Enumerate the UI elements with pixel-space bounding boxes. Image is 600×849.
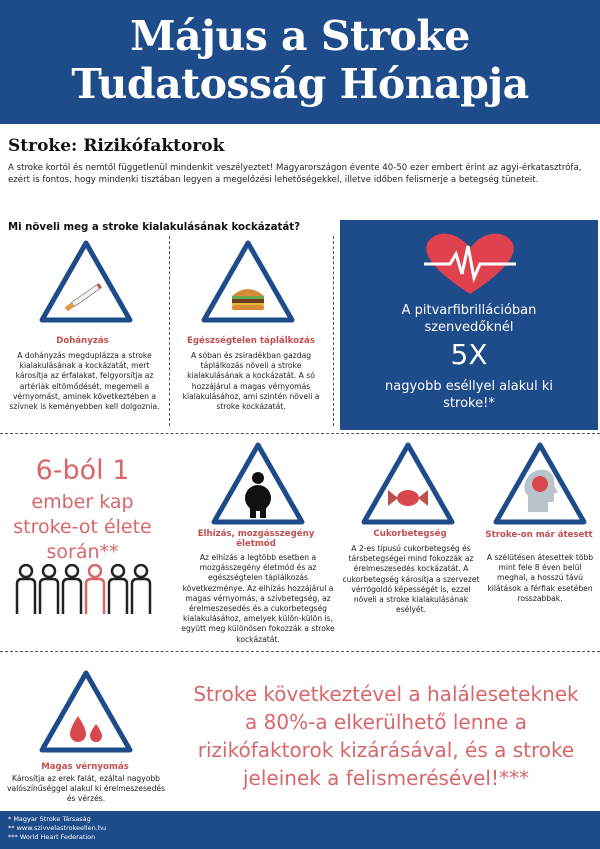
quote-line1: Stroke következtével a haláleseteknek: [193, 682, 579, 706]
afib-text-bottom: [340, 378, 598, 412]
divider: [333, 236, 334, 426]
stat-line1: ember kap: [31, 491, 134, 513]
afib-line1: A pitvarfibrillációban: [401, 303, 537, 318]
risk-text-diet: A sóban és zsiradékban gazdag táplálkozás növeli a stroke kialakulásának a kockázatát. A só hozzájárul a magas vérnyomás kialakulásához, ami szintén növeli a stroke kockázatát.: [182, 351, 320, 412]
heartbeat-icon: [420, 228, 520, 298]
stat-text: [0, 490, 165, 565]
prevention-quote: [178, 680, 594, 792]
risk-title-obesity-line2: életmód: [236, 539, 276, 549]
candy-icon: [360, 440, 456, 526]
divider: [0, 433, 600, 434]
risk-text-previous: A szélütésen átesettek több mint fele 8 éven belül meghal, a hosszú távú kilátások a férfiak esetében rosszabbak.: [486, 553, 594, 603]
risk-text-diabetes: A 2-es típusú cukorbetegség és társbetegségei mind fokozzák az érelmeszesedés kockázatát. A cukorbetegség károsítja a szervezet vérrögoldó képességét is, ezzel növeli a stroke kialakulásának esélyét.: [342, 544, 480, 615]
quote-line3: rizikófaktorok kizárásával, és a stroke: [197, 738, 575, 762]
risk-text-obesity: Az elhízás a legtöbb esetben a mozgásszegény életmód és az egészségtelen táplálkozás következménye. Az elhízás hozzájárul a magas vérnyomás, a szívbetegség, az érelmeszesedés és a cukorbetegség kialakulásához, amelyek külön-külön is, együtt meg különösen fokozzák a stroke kockázatát.: [181, 553, 335, 644]
divider: [169, 236, 170, 426]
obesity-icon: [210, 440, 306, 526]
risk-title-smoking: Dohányzás: [56, 336, 109, 346]
brain-head-icon: [492, 440, 588, 526]
header-banner: [0, 0, 600, 124]
divider: [0, 651, 600, 652]
quote-line4: jeleinek a felismerésével!***: [242, 766, 529, 790]
footer-ref-1: * Magyar Stroke Társaság: [8, 815, 91, 823]
page-title-line1: Május a Stroke: [130, 12, 470, 60]
footer-ref-3: *** World Heart Federation: [8, 833, 96, 841]
smoking-icon: [38, 238, 134, 324]
risk-text-hypertension: Károsítja az erek falát, ezáltal nagyobb valószínűséggel alakul ki érelmeszesedés és vérzés.: [6, 774, 166, 804]
afib-line3: nagyobb eséllyel alakul ki: [385, 379, 553, 394]
section-subtitle: Stroke: Rizikófaktorok: [8, 136, 225, 156]
stat-line2: stroke-ot élete: [13, 516, 152, 538]
risk-title-diet: Egészségtelen táplálkozás: [187, 336, 315, 346]
footer-ref-2: ** www.szivvelastrokeellen.hu: [8, 824, 107, 832]
people-icon: [14, 564, 156, 616]
afib-panel: [340, 220, 598, 430]
blood-drops-icon: [38, 668, 134, 754]
stat-line3: során**: [46, 541, 119, 563]
page-title-line2: Tudatosság Hónapja: [71, 60, 529, 108]
afib-line2: szenvedőknél: [424, 320, 514, 335]
risk-title-hypertension: Magas vérnyomás: [41, 762, 129, 772]
intro-paragraph: A stroke kortól és nemtől függetlenül mindenkit veszélyeztet! Magyarországon évente 40-50 ezer embert érint az agyi-érkatasztrófa, ezért is fontos, hogy mindenki tisztában legyen a megelőzési lehetőségekkel, illetve időben felismerje a betegség tüneteit.: [8, 163, 582, 185]
stat-big: 6-ból 1: [35, 455, 130, 486]
afib-line4: stroke!*: [443, 396, 495, 411]
question-heading: Mi növeli meg a stroke kialakulásának kockázatát?: [8, 222, 301, 233]
risk-text-smoking: A dohányzás megduplázza a stroke kialakulásának a kockázatát, mert károsítja az érfalakat, felgyorsítja az artériák eltömődését, megemeli a vérnyomást, aminek következtében a szívnek is keményebben kell dolgoznia.: [9, 351, 160, 412]
footer-references: [0, 811, 600, 849]
quote-line2: a 80%-a elkerülhető lenne a: [245, 710, 527, 734]
afib-text: [340, 302, 598, 336]
risk-title-obesity-line1: Elhízás, mozgásszegény: [197, 529, 315, 539]
risk-title-diabetes: Cukorbetegség: [373, 529, 447, 539]
afib-multiplier: 5X: [450, 338, 488, 371]
risk-title-obesity: [170, 529, 342, 549]
burger-icon: [200, 238, 296, 324]
risk-title-previous: Stroke-on már átesett: [485, 530, 593, 540]
